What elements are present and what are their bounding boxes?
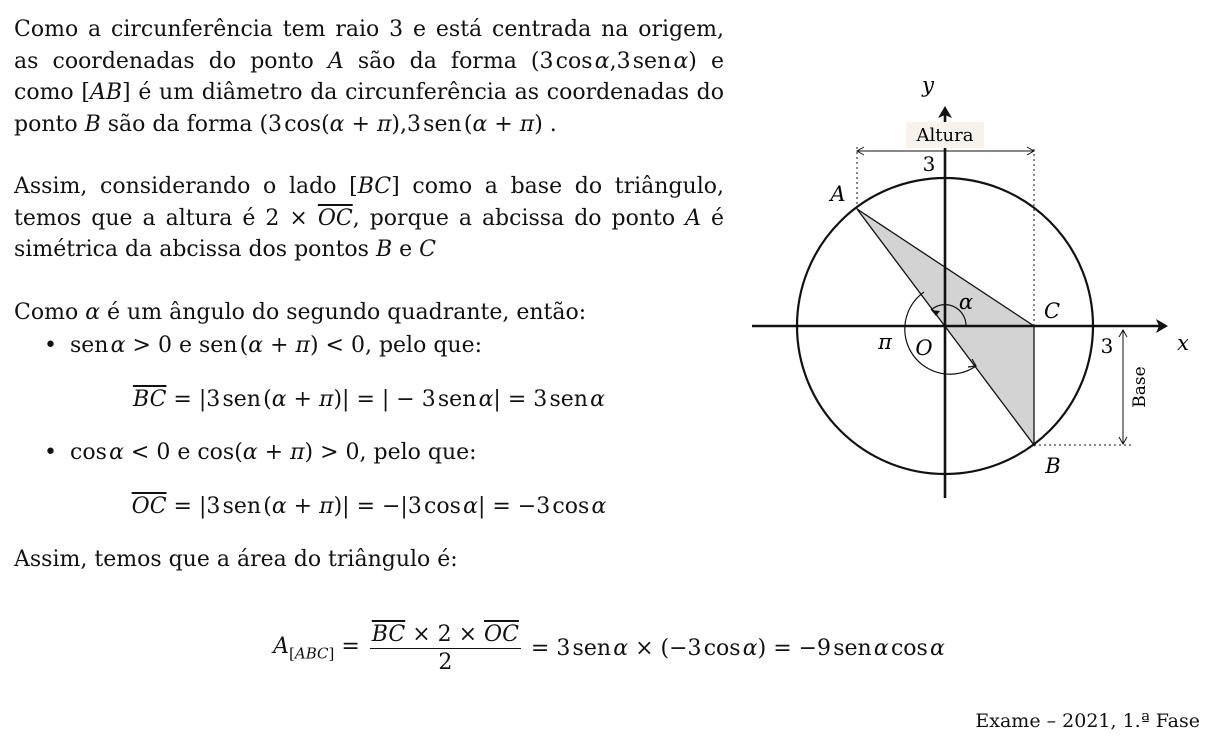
equation-oc: $\overline{OC} = |3$ sen (α + π)| = −|3 cos α| = −3 cos α: [131, 493, 607, 519]
solution-text: [14, 14, 724, 576]
origin-label: O: [915, 336, 933, 360]
tick-3-right: 3: [1100, 334, 1114, 358]
figure-svg: [748, 70, 1188, 510]
bullet-cosine: • cos α < 0 e cos(α + π) > 0, pelo que:: [14, 437, 724, 469]
paragraph-base-height: [14, 171, 724, 266]
p1-visual: Como a circunferência tem raio 3 e está centrada na origem, as coordenadas do ponto A são da forma (3 cos α,3 sen α) e como [AB] é um diâmetro da circunferência as coordenadas do ponto B são da forma (3 cos(α + π),3 sen (α + π) .: [14, 17, 725, 137]
altura-label: Altura: [916, 125, 974, 146]
x-axis-label: x: [1177, 331, 1188, 355]
point-b-label: B: [1045, 454, 1061, 478]
circle-figure: [748, 70, 1188, 514]
base-label: Base: [1130, 366, 1150, 408]
point-a-label: A: [830, 182, 846, 206]
tick-3-top: 3: [922, 152, 936, 176]
bullet-sine: • sen α > 0 e sen (α + π) < 0, pelo que:: [14, 330, 724, 362]
equation-bc: $\overline{BC} = |3$ sen (α + π)| = | − 3 sen α| = 3 sen α: [133, 386, 605, 412]
alpha-label: α: [958, 290, 974, 314]
paragraph-area-intro: Assim, temos que a área do triângulo é:: [14, 547, 458, 572]
y-axis-label: y: [922, 73, 934, 97]
equation-area: $A_{[ABC]}$ = $\frac{\overline{BC} \times 2 \times \overline{OC}}{2}$ = 3 sen α × (−3 cos α) = −9 sen α cos α: [273, 622, 945, 675]
source-footer: Exame – 2021, 1.ª Fase: [975, 710, 1200, 732]
p2-visual: Assim, considerando o lado [BC] como a base do triângulo, temos que a altura é $2 \times \overline{OC}$, porque a abcissa do ponto A é simétrica da abcissa dos pontos B e C: [14, 174, 724, 262]
paragraph-coordinates: [14, 14, 724, 140]
point-c-label: C: [1043, 299, 1061, 323]
pi-label: π: [878, 330, 892, 354]
paragraph-quadrant: Como α é um ângulo do segundo quadrante, então:: [14, 299, 587, 325]
